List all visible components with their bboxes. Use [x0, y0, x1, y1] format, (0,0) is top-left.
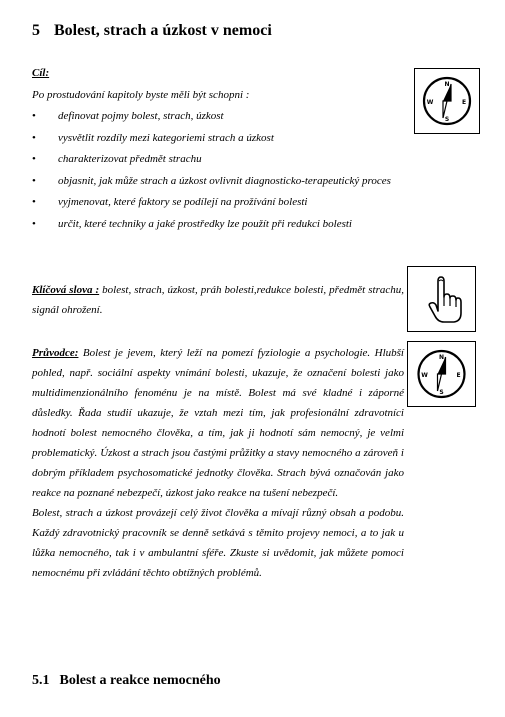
chapter-heading	[32, 22, 272, 40]
list-item: • objasnit, jak může strach a úzkost ovlivnit diagnosticko-terapeutický proces	[32, 171, 392, 193]
guide-paragraph	[32, 343, 404, 583]
svg-text:W: W	[426, 99, 434, 106]
goal-list	[32, 106, 392, 235]
svg-text:N: N	[444, 81, 450, 88]
keywords-label: Klíčová slova :	[32, 284, 100, 296]
svg-text:N: N	[438, 354, 445, 361]
section-number: 5.1	[32, 673, 50, 688]
guide-text-continued: Bolest, strach a úzkost provázejí celý život člověka a mívají různý obsah a podobu. Každý zdravotnický pracovník se denně setkává s těmito projevy nemoci, a to jak u lůžka nemocného, tak i v ambulantní sféře. Zkuste si uvědomit, jak můžete pomoci nemocnému při zvládání těchto obtížných problémů.	[32, 507, 404, 579]
list-item: • definovat pojmy bolest, strach, úzkost	[32, 106, 392, 128]
goal-intro: Po prostudování kapitoly byste měli být schopni :	[32, 89, 250, 101]
bullet-icon: •	[32, 131, 36, 144]
compass-icon	[414, 68, 480, 134]
pointing-hand-icon	[407, 266, 476, 332]
guide-text: Bolest je jevem, který leží na pomezí fyziologie a psychologie. Hlubší pohled, např. sociální aspekty vnímání bolesti, ukazuje, že označení bolesti jako multidimenzionálního fenoménu je na místě. Bolest má své kladné i záporné důsledky. Řada studií ukazuje, že vztah mezi tím, jak profesionální zdravotníci hodnotí bolest nemocného člověka, a tím, jak ji hodnotí sám nemocný, je velmi problematický. Úzkost a strach jsou častými průžitky a stavy nemocného a zároveň i dobrým příkladem psychosomatické jednotky člověka. Strach bývá označován jako reakce na poznané nebezpečí, úzkost jako reakce na tušení nebezpečí.	[32, 347, 404, 499]
svg-text:S: S	[444, 116, 450, 123]
goal-label: Cíl:	[32, 67, 50, 79]
section-heading	[32, 673, 221, 689]
list-item: • charakterizovat předmět strachu	[32, 149, 392, 171]
keywords-text: bolest, strach, úzkost, práh bolesti,redukce bolesti, předmět strachu, signál ohrožení.	[32, 284, 404, 316]
svg-text:S: S	[439, 389, 444, 396]
svg-text:E: E	[456, 372, 461, 379]
list-item: • vysvětlit rozdíly mezi kategoriemi strach a úzkost	[32, 128, 392, 150]
section-title: Bolest a reakce nemocného	[59, 673, 221, 688]
bullet-icon: •	[32, 196, 36, 208]
guide-label: Průvodce:	[32, 347, 79, 359]
bullet-icon: •	[32, 174, 36, 187]
svg-text:E: E	[461, 99, 467, 106]
compass-icon	[407, 341, 476, 407]
list-item: • vyjmenovat, které faktory se podílejí na prožívání bolesti	[32, 192, 392, 214]
chapter-title: Bolest, strach a úzkost v nemoci	[54, 22, 272, 39]
list-item: • určit, které techniky a jaké prostředky lze použít při redukci bolesti	[32, 214, 392, 236]
bullet-icon: •	[32, 153, 36, 165]
chapter-number: 5	[32, 22, 40, 39]
svg-text:W: W	[421, 372, 428, 379]
bullet-icon: •	[32, 110, 36, 122]
keywords-paragraph	[32, 280, 404, 320]
bullet-icon: •	[32, 217, 36, 230]
